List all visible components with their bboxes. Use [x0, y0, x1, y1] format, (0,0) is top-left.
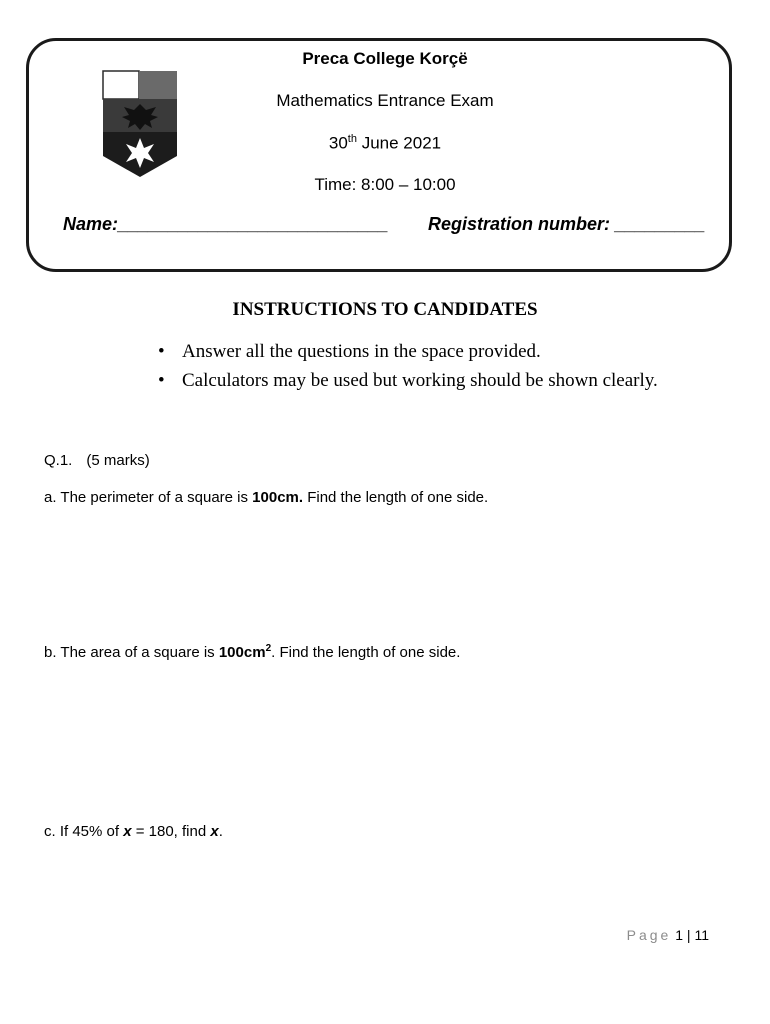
question-1c	[44, 823, 223, 840]
page-word: Page	[626, 927, 672, 943]
bullet-icon: •	[158, 341, 165, 362]
exam-date	[0, 133, 770, 154]
q1c-variable-2: x	[210, 823, 219, 840]
instruction-item	[158, 370, 658, 392]
question-1b	[44, 643, 460, 661]
q1b-text: b. The area of a square is	[44, 644, 219, 661]
page-current: 1	[675, 927, 684, 943]
bullet-icon: •	[158, 370, 165, 391]
question-marks: (5 marks)	[86, 452, 150, 469]
question-number: Q.1.	[44, 452, 73, 469]
school-crest-icon	[102, 70, 178, 178]
q1a-task: Find the length of one side.	[303, 489, 489, 506]
instruction-text: Calculators may be used but working should be shown clearly.	[182, 370, 658, 391]
exam-title: Mathematics Entrance Exam	[276, 91, 494, 110]
date-suffix: th	[347, 133, 357, 145]
q1a-value: 100cm.	[252, 489, 304, 506]
school-name: Preca College Korçë	[302, 49, 468, 68]
q1b-task: . Find the length of one side.	[271, 644, 461, 661]
date-rest: June 2021	[356, 133, 442, 153]
registration-number-field[interactable]: Registration number: _________	[428, 214, 706, 234]
q1c-equation: = 180, find	[131, 823, 211, 840]
date-day: 30	[328, 133, 348, 153]
q1b-value: 100cm	[218, 644, 266, 661]
exam-time: Time: 8:00 – 10:00	[314, 175, 456, 194]
name-field[interactable]: Name:___________________________	[63, 214, 389, 234]
question-1a	[44, 489, 488, 506]
page-separator: |	[686, 927, 691, 943]
instruction-item	[158, 341, 541, 363]
question-1-header	[44, 452, 150, 469]
q1c-end: .	[218, 823, 223, 840]
q1c-text: c. If 45% of	[44, 823, 124, 840]
page-footer	[627, 927, 709, 943]
page-total: 11	[694, 927, 709, 943]
q1b-exponent: 2	[265, 643, 272, 654]
q1a-text: a. The perimeter of a square is	[44, 489, 253, 506]
instruction-text: Answer all the questions in the space provided.	[182, 341, 541, 362]
instructions-title: INSTRUCTIONS TO CANDIDATES	[232, 299, 538, 320]
q1c-variable: x	[123, 823, 132, 840]
